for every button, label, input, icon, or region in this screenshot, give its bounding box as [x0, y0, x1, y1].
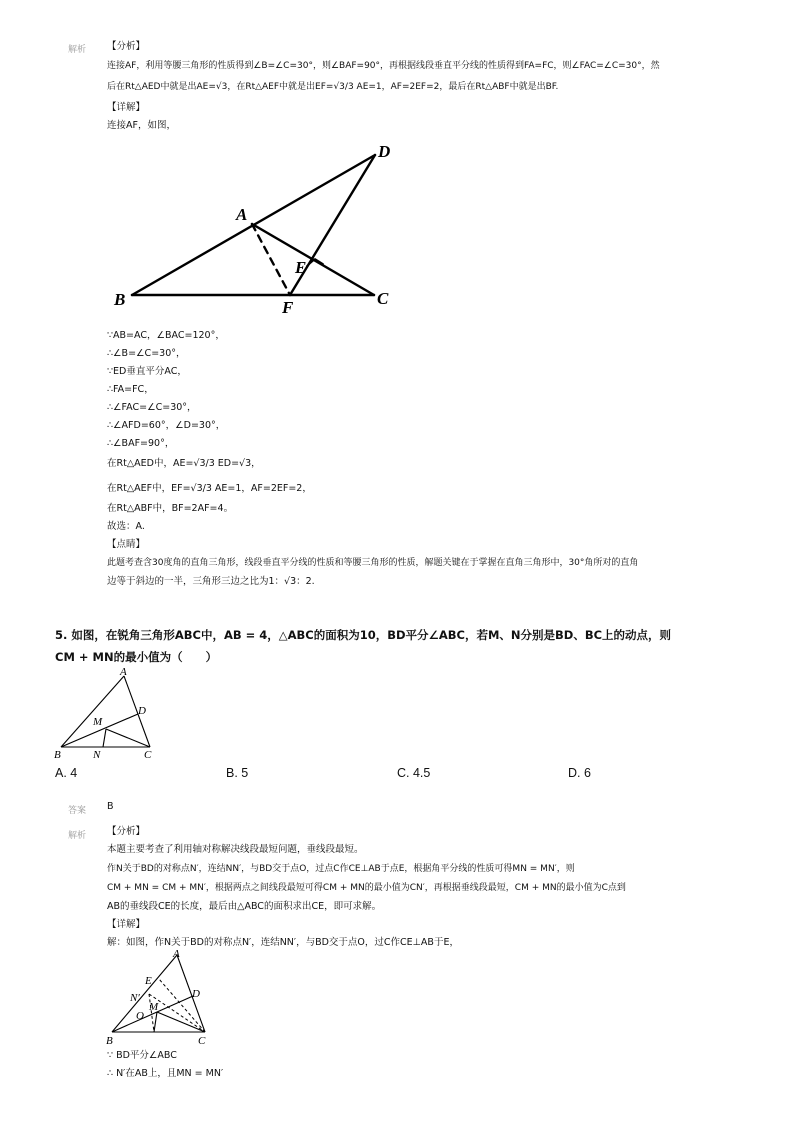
answer-value: B — [107, 801, 114, 812]
label-m: M — [149, 1001, 159, 1013]
step-line: ∵ED垂直平分AC， — [107, 366, 187, 377]
jiexi-label: 解析 — [68, 831, 87, 841]
option-c[interactable]: C. 4.5 — [397, 766, 431, 780]
label-m: M — [93, 716, 103, 728]
segment-mn — [103, 729, 106, 747]
dianjing-line: 边等于斜边的一半，三角形三边之比为1：√3：2. — [107, 576, 315, 587]
label-c: C — [144, 749, 152, 761]
segment-ab — [112, 955, 177, 1032]
segment-ab — [61, 676, 124, 747]
label-b: B — [114, 290, 126, 309]
dianjing-tag: 【点睛】 — [107, 539, 146, 550]
dianjing-line: 此题考查含30度角的直角三角形，线段垂直平分线的性质和等腰三角形的性质，解题关键在于掌握在直角三角形中，30°角所对的直角 — [107, 558, 639, 568]
label-d: D — [378, 142, 391, 161]
step-line: 在Rt△ABF中，BF=2AF=4。 — [107, 503, 234, 514]
fenxi-line: 后在Rt△AED中就是出AE=√3，在Rt△AEF中就是出EF=√3/3 AE=1，AF=2EF=2，最后在Rt△ABF中就是出BF. — [107, 82, 559, 92]
question-stem: CM + MN的最小值为（ ） — [55, 650, 218, 664]
label-e: E — [145, 975, 152, 987]
segment-ac — [124, 676, 150, 747]
fenxi-line: 本题主要考查了利用轴对称解决线段最短问题，垂线段最短。 — [107, 844, 364, 855]
option-d[interactable]: D. 6 — [568, 766, 591, 780]
label-f: F — [282, 298, 294, 317]
label-b: B — [106, 1035, 113, 1047]
label-d: D — [138, 705, 146, 717]
segment-mc — [157, 1012, 205, 1032]
jiexi-label: 解析 — [68, 45, 87, 55]
label-c: C — [377, 289, 389, 308]
label-c: C — [198, 1035, 206, 1047]
segment-mn — [154, 1012, 157, 1032]
label-o: O — [136, 1010, 144, 1022]
label-d: D — [192, 988, 200, 1000]
step-line: ∵AB=AC，∠BAC=120°， — [107, 330, 225, 341]
answer-label: 答案 — [68, 806, 87, 816]
label-e: E — [295, 258, 307, 277]
label-a: A — [120, 666, 127, 678]
fenxi-tag: 【分析】 — [107, 826, 146, 837]
step-line: ∴∠B=∠C=30°， — [107, 348, 186, 359]
option-a[interactable]: A. 4 — [55, 766, 78, 780]
xiangjie-tag: 【详解】 — [107, 102, 146, 113]
triangle-figure-q5-solution — [100, 947, 220, 1052]
segment-nn-prime-dashed — [149, 994, 154, 1032]
label-n-prime: N′ — [130, 992, 140, 1004]
segment-mc — [106, 729, 150, 747]
step-line: 在Rt△AEF中，EF=√3/3 AE=1，AF=2EF=2， — [107, 483, 312, 494]
label-b: B — [54, 749, 61, 761]
fenxi-line: AB的垂线段CE的长度，最后由△ABC的面积求出CE，即可求解。 — [107, 901, 382, 912]
step-line: 故选：A. — [107, 521, 145, 532]
step-line: ∴∠BAF=90°， — [107, 438, 175, 449]
segment-ce-dashed — [159, 979, 205, 1032]
fenxi-line: 作N关于BD的对称点N′，连结NN′，与BD交于点O，过点C作CE⊥AB于点E，根据角平分线的性质可得MN = MN′，则 — [107, 864, 575, 874]
connect-line: 连接AF，如图， — [107, 120, 176, 131]
label-n: N — [93, 749, 101, 761]
xiangjie-tag: 【详解】 — [107, 919, 146, 930]
label-a: A — [173, 948, 180, 960]
step-line: ∴ N′在AB上，且MN = MN′ — [107, 1068, 224, 1079]
xiangjie-line: 解：如图，作N关于BD的对称点N′，连结NN′，与BD交于点O，过C作CE⊥AB于E， — [107, 937, 459, 948]
segment-ac — [177, 955, 205, 1032]
label-a: A — [236, 205, 248, 224]
step-line: ∵ BD平分∠ABC — [107, 1050, 177, 1061]
step-line: ∴FA=FC， — [107, 384, 154, 395]
fenxi-line: CM + MN = CM + MN′，根据两点之间线段最短可得CM + MN的最小值为CN′，再根据垂线段最短，CM + MN的最小值为C点到 — [107, 883, 626, 893]
fenxi-line: 连接AF，利用等腰三角形的性质得到∠B=∠C=30°，则∠BAF=90°，再根据线段垂直平分线的性质得到FA=FC，则∠FAC=∠C=30°，然 — [107, 61, 660, 71]
question-stem: 5. 如图，在锐角三角形ABC中，AB = 4，△ABC的面积为10，BD平分∠ABC，若M、N分别是BD、BC上的动点，则 — [55, 628, 672, 642]
fenxi-tag: 【分析】 — [107, 41, 146, 52]
step-line: ∴∠AFD=60°，∠D=30°， — [107, 420, 226, 431]
step-line: ∴∠FAC=∠C=30°， — [107, 402, 197, 413]
step-line: 在Rt△AED中，AE=√3/3 ED=√3， — [107, 458, 261, 469]
triangle-figure-q5 — [52, 663, 162, 763]
option-b[interactable]: B. 5 — [226, 766, 249, 780]
triangle-figure-q4 — [100, 138, 420, 318]
